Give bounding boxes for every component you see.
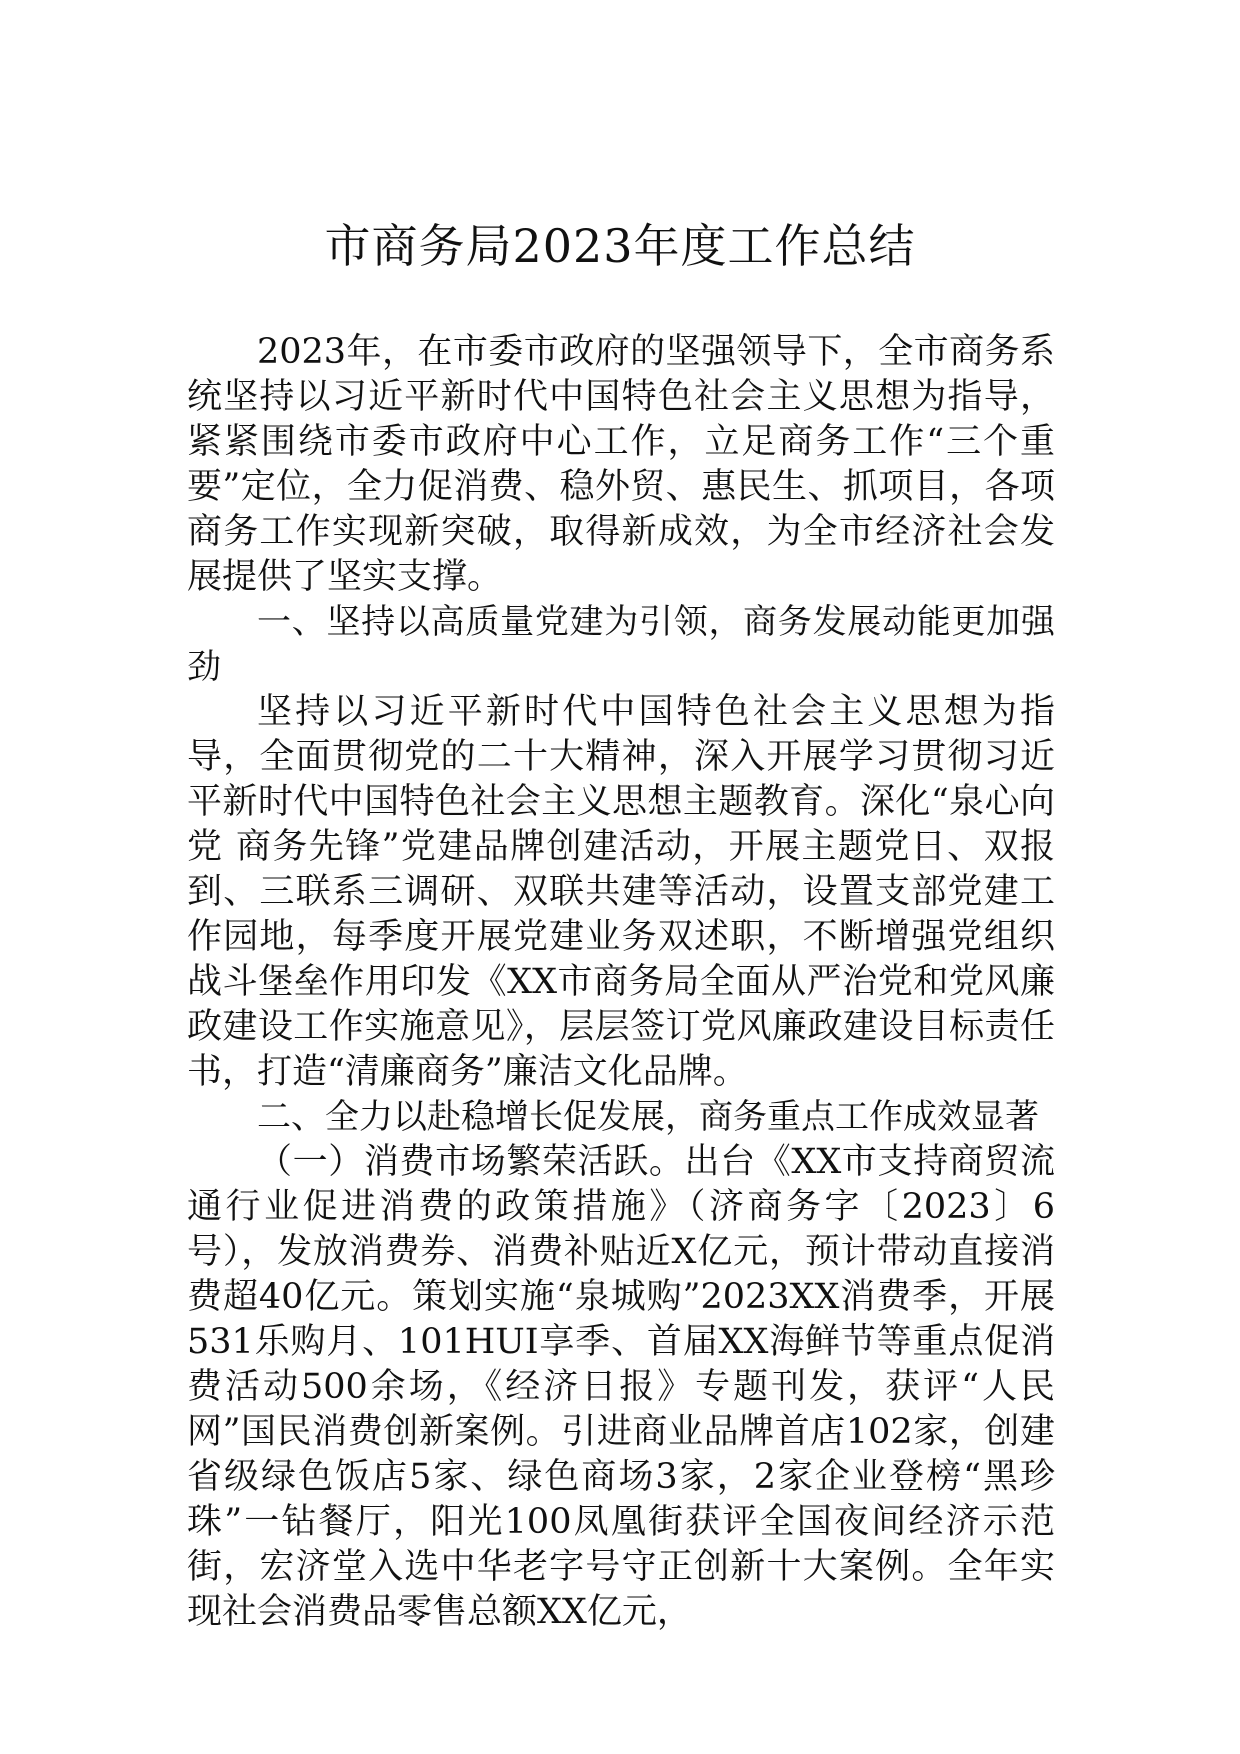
section-1-paragraph: 坚持以习近平新时代中国特色社会主义思想为指导，全面贯彻党的二十大精神，深入开展学习贯彻习近平新时代中国特色社会主义思想主题教育。深化“泉心向党 商务先锋”党建品牌创建活动，开展主题党日、双报到、三联系三调研、双联共建等活动，设置支部党建工作园地，每季度开展党建业务双述职，不断增强党组织战斗堡垒作用印发《XX市商务局全面从严治党和党风廉政建设工作实施意见》，层层签订党风廉政建设目标责任书，打造“清廉商务”廉洁文化品牌。	[187, 692, 1055, 1092]
section-heading-2: 二、全力以赴稳增长促发展，商务重点工作成效显著	[257, 1097, 1039, 1137]
document-body	[187, 330, 1055, 1635]
section-2-paragraph: （一）消费市场繁荣活跃。出台《XX市支持商贸流通行业促进消费的政策措施》（济商务字〔2023〕6号），发放消费券、消费补贴近X亿元，预计带动直接消费超40亿元。策划实施“泉城购”2023XX消费季，开展531乐购月、101HUI享季、首届XX海鲜节等重点促消费活动500余场，《经济日报》专题刊发，获评“人民网”国民消费创新案例。引进商业品牌首店102家，创建省级绿色饭店5家、绿色商场3家，2家企业登榜“黑珍珠”一钻餐厅，阳光100凤凰街获评全国夜间经济示范街，宏济堂入选中华老字号守正创新十大案例。全年实现社会消费品零售总额XX亿元，	[187, 1142, 1055, 1632]
intro-paragraph: 2023年，在市委市政府的坚强领导下，全市商务系统坚持以习近平新时代中国特色社会主义思想为指导，紧紧围绕市委市政府中心工作，立足商务工作“三个重要”定位，全力促消费、稳外贸、惠民生、抓项目，各项商务工作实现新突破，取得新成效，为全市经济社会发展提供了坚实支撑。	[187, 332, 1055, 597]
document-title: 市商务局2023年度工作总结	[324, 219, 916, 273]
section-heading-1: 一、坚持以高质量党建为引领，商务发展动能更加强劲	[187, 602, 1055, 687]
